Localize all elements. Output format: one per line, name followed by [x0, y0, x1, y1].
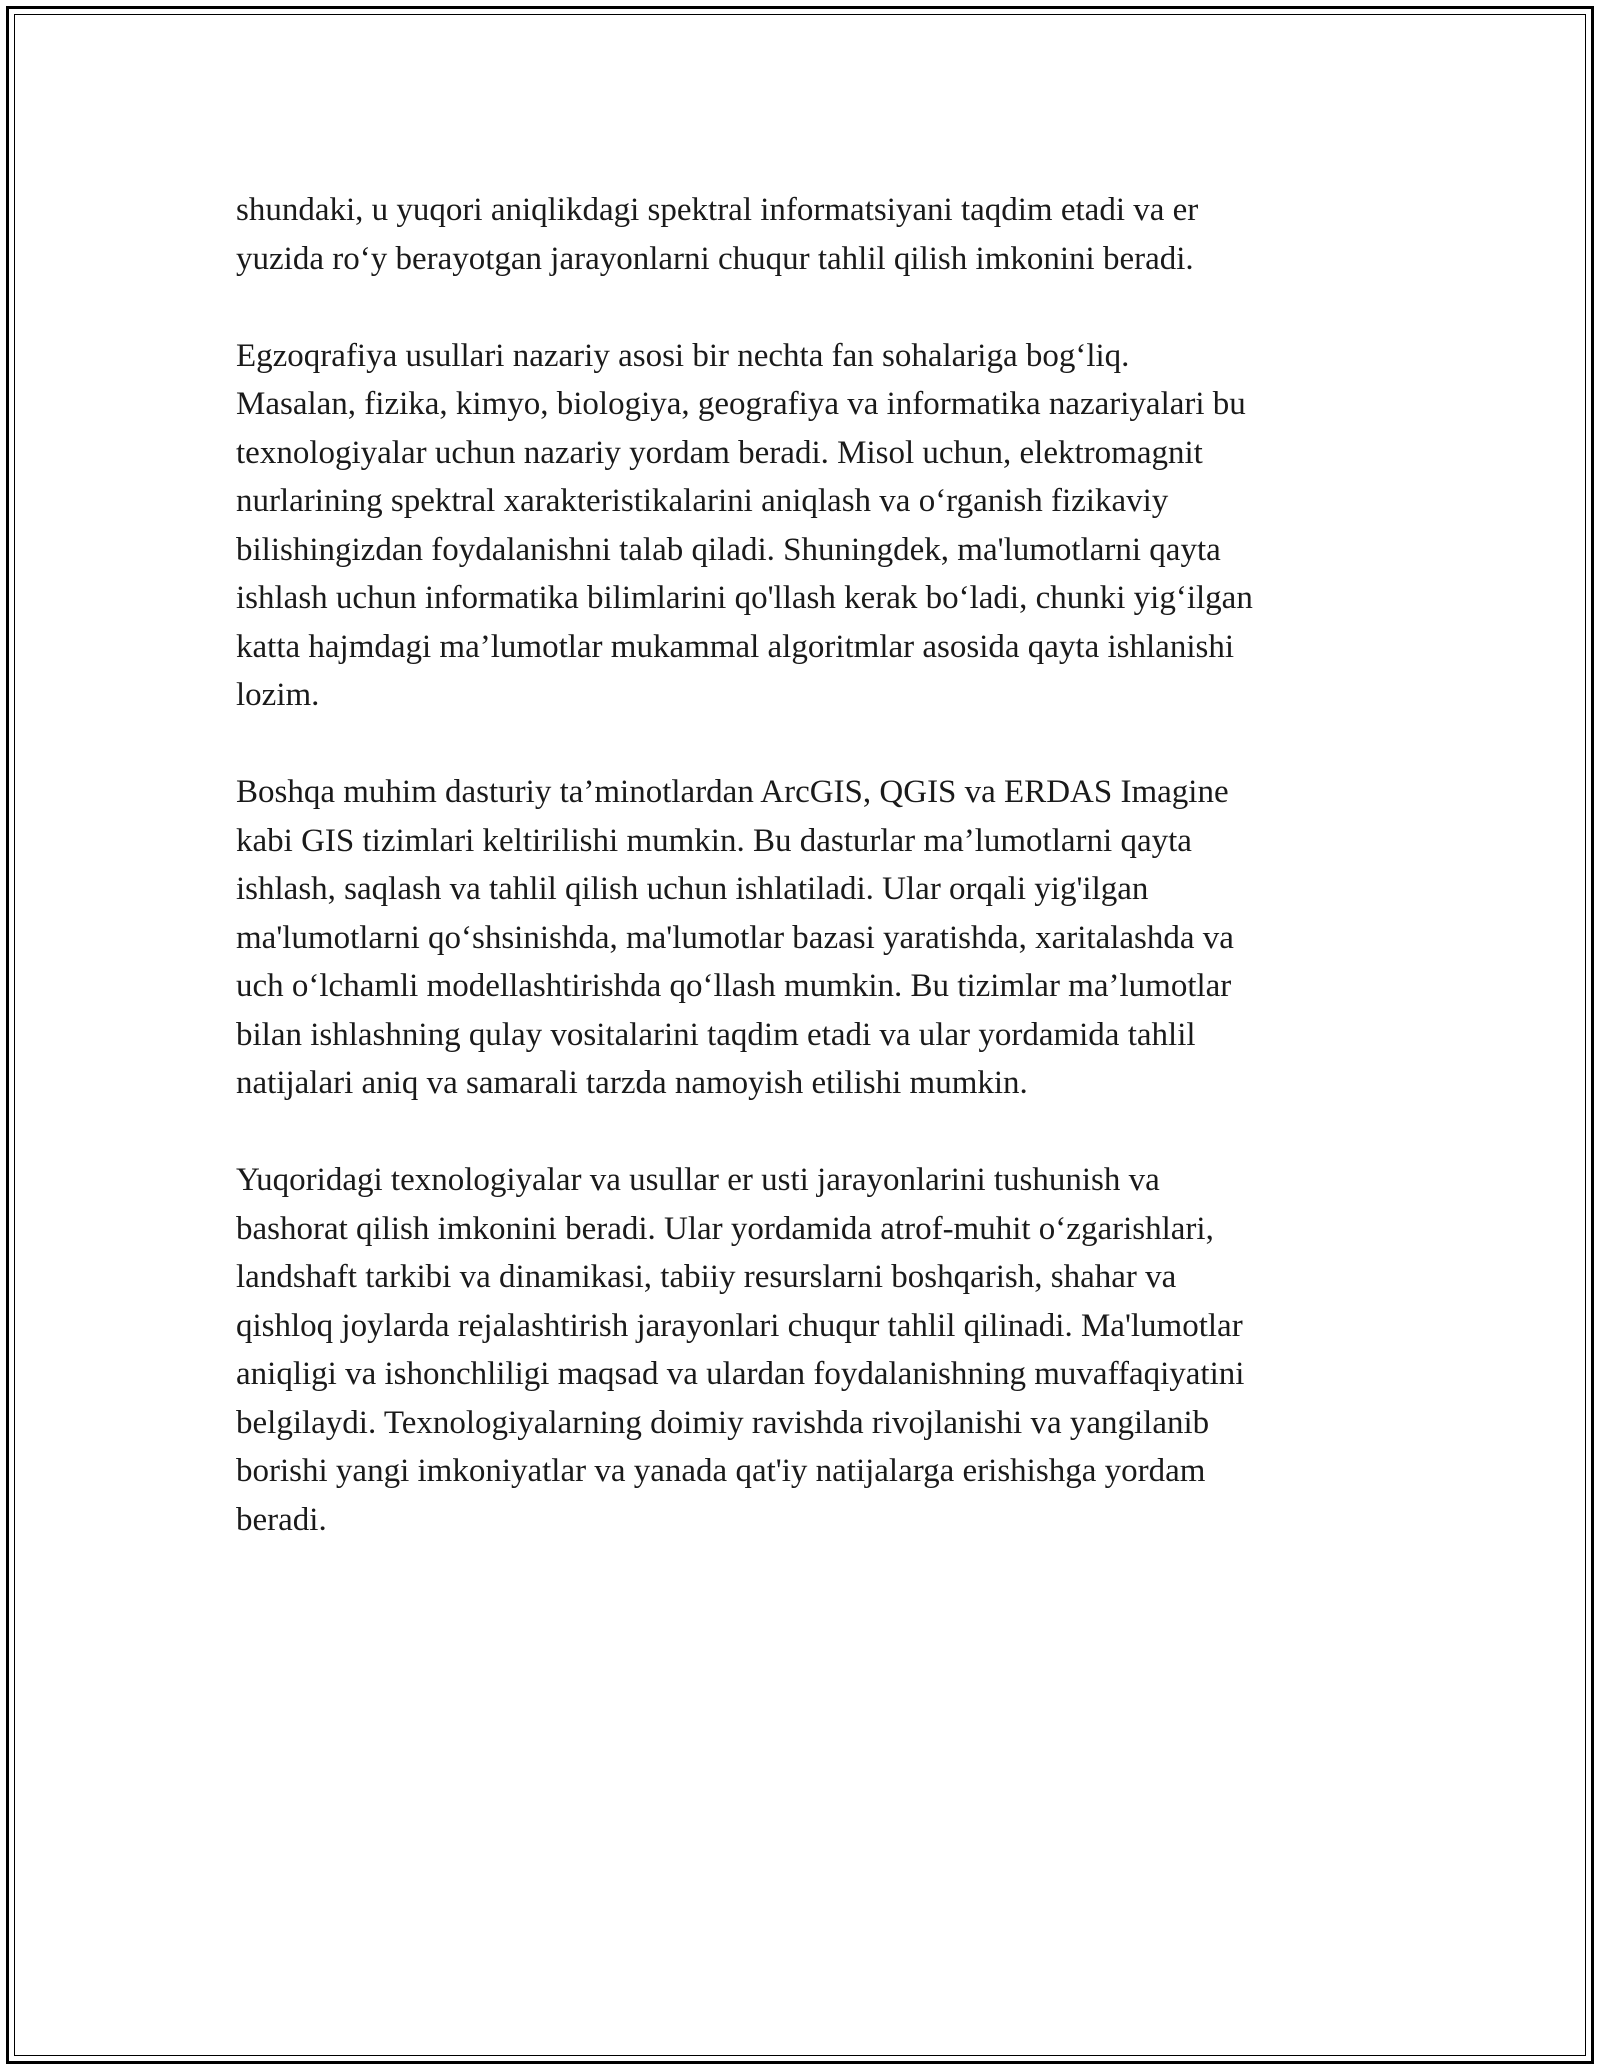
text-line: katta hajmdagi ma’lumotlar mukammal algoritmlar asosida qayta ishlanishi [236, 628, 1234, 665]
text-line: ishlash uchun informatika bilimlarini qo'llash kerak bo‘ladi, chunki yig‘ilgan [236, 580, 1253, 616]
text-line: natijalari aniq va samarali tarzda namoyish etilishi mumkin. [236, 1065, 1028, 1101]
text-line: uch o‘lchamli modellashtirishda qo‘llash mumkin. Bu tizimlar ma’lumotlar [236, 968, 1232, 1004]
text-line: ishlash, saqlash va tahlil qilish uchun ishlatiladi. Ular orqali yig'ilgan [236, 871, 1149, 907]
text-line: yuzida ro‘y berayotgan jarayonlarni chuqur tahlil qilish imkonini beradi. [236, 240, 1194, 277]
paragraph-3 [236, 768, 1372, 1108]
text-line: borishi yangi imkoniyatlar va yanada qat'iy natijalarga erishishga yordam [236, 1453, 1206, 1489]
text-line: shundaki, u yuqori aniqlikdagi spektral informatsiyani taqdim etadi va er [236, 192, 1199, 228]
text-line: Boshqa muhim dasturiy ta’minotlardan ArcGIS, QGIS va ERDAS Imagine [236, 774, 1229, 810]
document-body [236, 186, 1372, 1593]
text-line: texnologiyalar uchun nazariy yordam beradi. Misol uchun, elektromagnit [236, 434, 1203, 471]
text-line: bashorat qilish imkonini beradi. Ular yordamida atrof-muhit o‘zgarishlari, [236, 1210, 1214, 1247]
text-line: Egzoqrafiya usullari nazariy asosi bir nechta fan sohalariga bog‘liq. [236, 337, 1130, 374]
text-line: beradi. [236, 1501, 327, 1538]
text-line: Yuqoridagi texnologiyalar va usullar er usti jarayonlarini tushunish va [236, 1162, 1160, 1198]
text-line: lozim. [236, 677, 320, 713]
text-line: bilishingizdan foydalanishni talab qiladi. Shuningdek, ma'lumotlarni qayta [236, 531, 1221, 568]
text-line: landshaft tarkibi va dinamikasi, tabiiy resurslarni boshqarish, shahar va [236, 1259, 1177, 1295]
paragraph-4 [236, 1156, 1372, 1544]
paragraph-1 [236, 186, 1372, 283]
text-line: aniqligi va ishonchliligi maqsad va ulardan foydalanishning muvaffaqiyatini [236, 1356, 1245, 1392]
paragraph-2 [236, 332, 1372, 720]
text-line: Masalan, fizika, kimyo, biologiya, geografiya va informatika nazariyalari bu [236, 386, 1246, 422]
text-line: kabi GIS tizimlari keltirilishi mumkin. Bu dasturlar ma’lumotlarni qayta [236, 822, 1192, 859]
text-line: ma'lumotlarni qo‘shsinishda, ma'lumotlar bazasi yaratishda, xaritalashda va [236, 919, 1234, 956]
text-line: nurlarining spektral xarakteristikalarini aniqlash va o‘rganish fizikaviy [236, 483, 1169, 519]
text-line: qishloq joylarda rejalashtirish jarayonlari chuqur tahlil qilinadi. Ma'lumotlar [236, 1307, 1243, 1344]
text-line: bilan ishlashning qulay vositalarini taqdim etadi va ular yordamida tahlil [236, 1016, 1196, 1053]
text-line: belgilaydi. Texnologiyalarning doimiy ravishda rivojlanishi va yangilanib [236, 1404, 1210, 1441]
